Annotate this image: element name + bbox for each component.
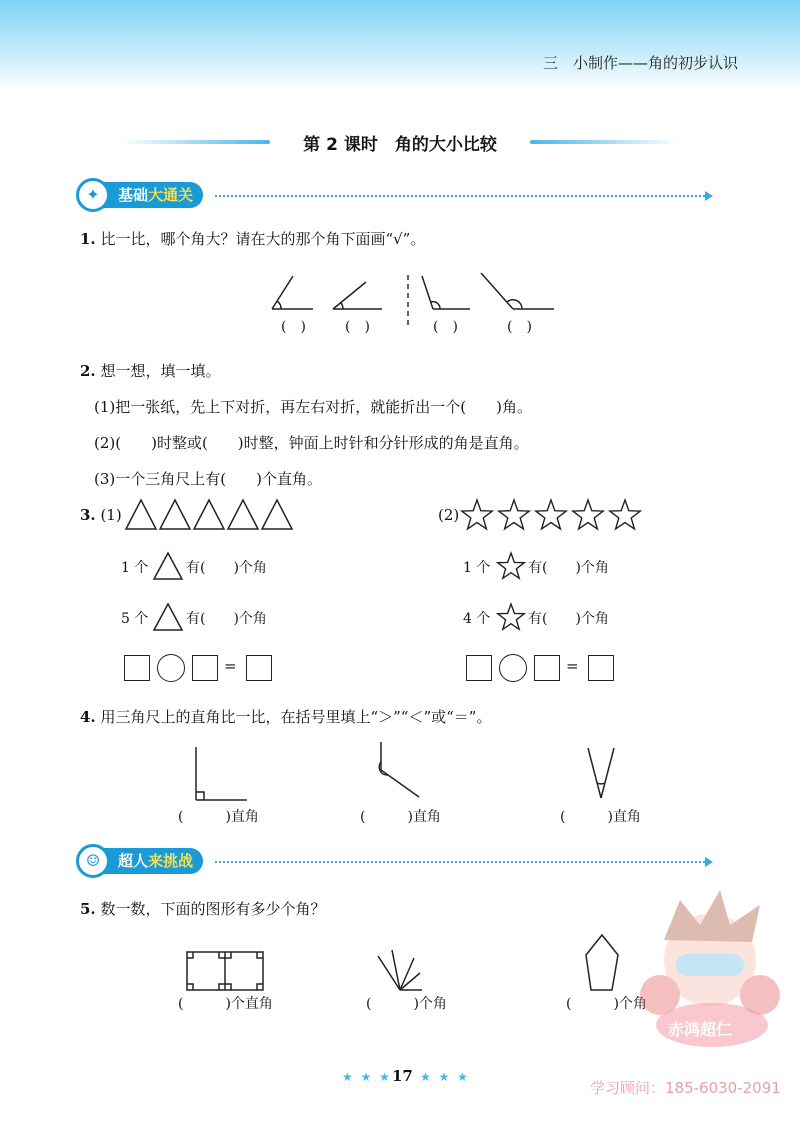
q2-item-1: (1)把一张纸，先上下对折，再左右对折，就能折出一个( )角。 [94, 398, 532, 416]
q2-text: 想一想，填一填。 [100, 362, 221, 380]
q2-item-2: (2)( )时整或( )时整，钟面上时针和分针形成的角是直角。 [94, 434, 529, 452]
q1-blank-2[interactable]: ( ) [345, 319, 370, 335]
q5-blank-1[interactable]: ( )个直角 [178, 996, 273, 1012]
q1-blank-4[interactable]: ( ) [507, 319, 532, 335]
chapter-title: 三 小制作——角的初步认识 [542, 54, 738, 72]
footer-stars-right: ★ ★ ★ [420, 1070, 470, 1084]
q5-double-rectangle [187, 952, 263, 990]
q5-text: 数一数，下面的图形有多少个角？ [100, 900, 326, 918]
section-challenge-label-1: 超人 [118, 852, 149, 870]
q5-blank-2[interactable]: ( )个角 [366, 996, 447, 1012]
q3-number: 3. [80, 506, 96, 524]
q1-blank-3[interactable]: ( ) [433, 319, 458, 335]
rocket-icon: ✦ [76, 178, 110, 212]
q5-blank-3[interactable]: ( )个角 [566, 996, 647, 1012]
watermark-badge-text: 赤鸿超仁 [668, 1020, 733, 1039]
q3-line-star-one-post: 有( )个角 [528, 560, 609, 576]
q1-blank-1[interactable]: ( ) [281, 319, 306, 335]
section-basic-label-1: 基础 [118, 186, 149, 204]
q1-text: 比一比，哪个角大？请在大的那个角下面画“√”。 [100, 230, 426, 248]
q4-text: 用三角尺上的直角比一比，在括号里填上“＞”“＜”或“＝”。 [100, 708, 492, 726]
q4-blank-1[interactable]: ( )直角 [178, 809, 259, 825]
watermark-contact: 学习顾问：185-6030-2091 [590, 1079, 781, 1097]
q5-pentagon [586, 935, 618, 990]
q3-line-tri-five-post: 有( )个角 [186, 611, 267, 627]
q3-line-tri-five-pre: 5 个 [121, 611, 149, 627]
q4-number: 4. [80, 708, 96, 726]
section-basic-label-2: 大通关 [148, 186, 194, 204]
section-challenge-label-2: 来挑战 [148, 852, 194, 870]
q5-number: 5. [80, 900, 96, 918]
q1-number: 1. [80, 230, 96, 248]
q2-number: 2. [80, 362, 96, 380]
q3-line-star-four-pre: 4 个 [463, 611, 491, 627]
q3-part2-label: (2) [438, 506, 460, 524]
lesson-title: 第 2 课时 角的大小比较 [303, 135, 497, 155]
q3-line-star-four-post: 有( )个角 [528, 611, 609, 627]
eq-left-equals: = [224, 657, 237, 675]
eq-right-equals: = [566, 657, 579, 675]
q3-part1-label: (1) [100, 506, 122, 524]
q4-blank-2[interactable]: ( )直角 [360, 809, 441, 825]
q3-line-tri-one-post: 有( )个角 [186, 560, 267, 576]
q3-line-tri-one-pre: 1 个 [121, 560, 149, 576]
page-number: 17 [392, 1067, 413, 1085]
footer-stars-left: ★ ★ ★ [342, 1070, 392, 1084]
q2-item-3: (3)一个三角尺上有( )个直角。 [94, 470, 322, 488]
superhero-icon: ☺ [76, 844, 110, 878]
q4-blank-3[interactable]: ( )直角 [560, 809, 641, 825]
q5-fan-angles [378, 950, 422, 990]
q3-line-star-one-pre: 1 个 [463, 560, 491, 576]
